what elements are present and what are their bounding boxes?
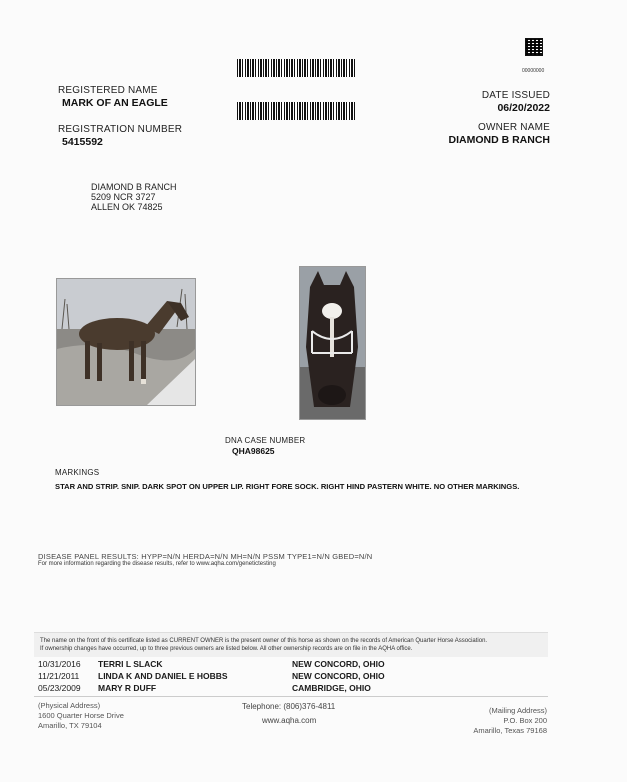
owner-date: 05/23/2009 [38,683,81,693]
disease-results: DISEASE PANEL RESULTS: HYPP=N/N HERDA=N/N MH=N/N PSSM TYPE1=N/N GBED=N/N [38,552,373,561]
registration-number-label: REGISTRATION NUMBER [58,124,183,135]
owner-name: DIAMOND B RANCH [448,134,550,146]
owner-name: LINDA K AND DANIEL E HOBBS [98,671,228,681]
physical-address-label: (Physical Address) [38,701,101,710]
date-issued-label: DATE ISSUED [481,90,550,101]
horse-side-photo [56,278,196,406]
markings-text: STAR AND STRIP. SNIP. DARK SPOT ON UPPER LIP. RIGHT FORE SOCK. RIGHT HIND PASTERN WHITE. NO OTHER MARKINGS. [55,482,520,491]
owner-name: TERRI L SLACK [98,659,163,669]
ownership-notice [34,632,548,657]
owner-date: 11/21/2011 [38,671,80,681]
dna-case-number: QHA98625 [232,446,275,456]
mailing-address-label: (Mailing Address) [489,706,547,715]
physical-address-line-1: 1600 Quarter Horse Drive [38,711,124,720]
disease-info: For more information regarding the disease results, refer to www.aqha.com/genetictesting [38,561,276,567]
registration-number: 5415592 [62,136,103,148]
registered-name-label: REGISTERED NAME [58,85,158,96]
owner-location: CAMBRIDGE, OHIO [292,683,371,693]
qr-code-icon [525,38,543,56]
website-link[interactable]: www.aqha.com [262,716,317,725]
date-issued: 06/20/2022 [497,102,550,114]
ownership-notice-line-1: The name on the front of this certificate listed as CURRENT OWNER is the present owner of this horse as shown on the records of American Quarter Horse Association. [40,638,488,644]
horse-face-image [300,267,365,419]
table-row [38,658,558,670]
owner-location: NEW CONCORD, OHIO [292,659,385,669]
horse-side-image [57,279,195,405]
mailing-address-line-2: Amarillo, Texas 79168 [473,726,547,735]
barcode-bottom [237,102,355,120]
markings-label: MARKINGS [55,468,100,477]
barcode-top [237,59,355,77]
address-line-2: 5209 NCR 3727 [91,192,156,202]
physical-address-line-2: Amarillo, TX 79104 [38,721,102,730]
mailing-address [473,706,547,736]
owner-date: 10/31/2016 [38,659,81,669]
dna-case-label: DNA CASE NUMBER [225,436,306,445]
small-code: 00000000 [522,68,545,74]
address-line-1: DIAMOND B RANCH [91,182,177,192]
ownership-notice-line-2: If ownership changes have occurred, up to three previous owners are listed below. All other ownership records are on file in the AQHA office. [40,646,413,652]
owner-name: MARY R DUFF [98,683,157,693]
previous-owners-table [38,658,558,694]
table-row [38,682,558,694]
address-line-3: ALLEN OK 74825 [91,202,163,212]
horse-face-photo [299,266,366,420]
footer-divider [34,696,548,697]
registered-name: MARK OF AN EAGLE [62,97,168,109]
physical-address [38,701,124,731]
table-row [38,670,558,682]
mailing-address-line-1: P.O. Box 200 [503,716,547,725]
owner-location: NEW CONCORD, OHIO [292,671,385,681]
owner-name-label: OWNER NAME [478,122,550,133]
owner-address [91,182,177,212]
telephone: Telephone: (806)376-4811 [242,702,336,711]
